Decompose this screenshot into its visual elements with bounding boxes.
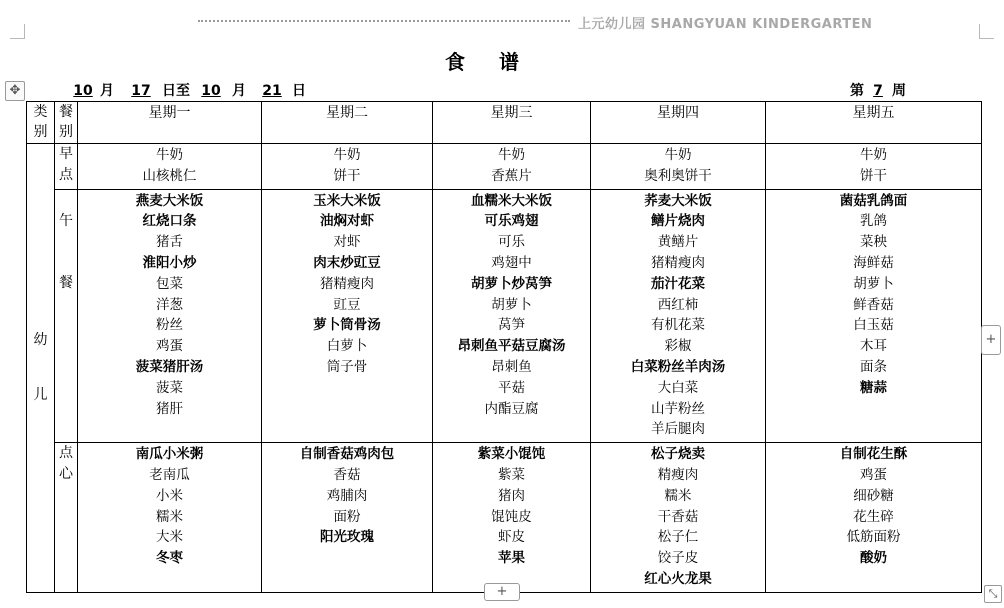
dish-name: 白菜粉丝羊肉汤 [630, 358, 726, 375]
category-header-1: 类 [33, 104, 48, 120]
menu-cell[interactable] [433, 189, 591, 443]
day-header-fri[interactable]: 星期五 [766, 102, 982, 144]
page-corner-mark-left [10, 24, 25, 39]
ingredient: 糯米 [664, 487, 692, 504]
header-dotted-rule [198, 20, 570, 22]
menu-cell[interactable] [433, 144, 591, 190]
to-label: 日至 [162, 83, 190, 99]
header-row [27, 102, 982, 144]
category-cell[interactable] [27, 144, 55, 593]
day-header-wed[interactable]: 星期三 [433, 102, 591, 144]
ingredient: 平菇 [498, 379, 525, 396]
ingredient: 面粉 [333, 508, 361, 525]
meal-char-1: 午 [59, 212, 73, 229]
dish-name: 血糯米大米饭 [471, 192, 552, 209]
menu-cell[interactable] [766, 189, 982, 443]
ingredient: 鸡翅中 [491, 254, 532, 271]
meal-header-1: 餐 [59, 104, 73, 120]
category-header-2: 别 [33, 124, 48, 140]
table-resize-icon[interactable]: ⤡ [984, 585, 1002, 603]
end-month: 10 [201, 83, 221, 99]
ingredient: 胡萝卜 [853, 275, 894, 292]
ingredient: 精瘦肉 [657, 466, 699, 483]
category-header[interactable] [27, 102, 55, 144]
table-move-handle-icon[interactable]: ✥ [5, 81, 25, 101]
ingredient: 糯米 [156, 508, 183, 525]
ingredient: 松子仁 [657, 529, 699, 546]
menu-cell[interactable] [262, 144, 433, 190]
ingredient: 牛奶 [664, 147, 692, 163]
menu-cell[interactable] [766, 443, 982, 593]
ingredient: 彩椒 [664, 338, 692, 355]
day-label-end: 日 [292, 83, 306, 99]
ingredient: 有机花菜 [651, 317, 705, 334]
dish-name: 酸奶 [860, 550, 887, 567]
ingredient: 低筋面粉 [846, 529, 901, 546]
ingredient: 面条 [860, 358, 887, 375]
ingredient: 羊后腿肉 [651, 421, 705, 438]
start-day: 17 [131, 83, 151, 99]
meal-char-1: 点 [59, 445, 73, 462]
meal-char-2: 点 [59, 167, 73, 183]
day-header-mon[interactable]: 星期一 [78, 102, 262, 144]
snack-row [27, 443, 982, 593]
dish-name: 淮阳小炒 [142, 254, 197, 271]
menu-cell[interactable] [262, 443, 433, 593]
dish-name: 茄汁花菜 [651, 275, 705, 292]
ingredient: 牛奶 [333, 147, 361, 163]
ingredient: 豇豆 [333, 296, 361, 313]
meal-cell-snack[interactable] [55, 443, 78, 593]
ingredient: 菜秧 [860, 234, 887, 251]
ingredient: 乳鸽 [860, 213, 887, 230]
ingredient: 牛奶 [860, 147, 887, 163]
ingredient: 西红柿 [657, 296, 699, 313]
add-column-icon[interactable]: + [981, 325, 1001, 355]
ingredient: 饺子皮 [657, 550, 699, 567]
day-header-tue[interactable]: 星期二 [262, 102, 433, 144]
dish-name: 昂刺鱼平菇豆腐汤 [457, 338, 566, 355]
ingredient: 可乐 [498, 234, 525, 251]
meal-cell-lunch[interactable] [55, 189, 78, 443]
ingredient: 香蕉片 [491, 167, 532, 184]
month-label-end: 月 [232, 83, 246, 99]
dish-name: 油焖对虾 [320, 213, 374, 230]
meal-header-2: 别 [59, 124, 73, 140]
menu-cell[interactable] [591, 144, 766, 190]
ingredient: 内酯豆腐 [484, 400, 539, 417]
ingredient: 猪精瘦肉 [651, 254, 705, 271]
ingredient: 海鲜菇 [853, 254, 894, 271]
meal-header[interactable] [55, 102, 78, 144]
ingredient: 鸡蛋 [860, 466, 887, 483]
dish-name: 红心火龙果 [644, 570, 712, 587]
dish-name: 胡萝卜炒莴笋 [471, 275, 552, 292]
dish-name: 可乐鸡翅 [484, 213, 539, 230]
ingredient: 筒子骨 [326, 358, 368, 375]
menu-cell[interactable] [78, 144, 262, 190]
ingredient: 香菇 [333, 466, 361, 483]
dish-name: 阳光玫瑰 [320, 529, 374, 546]
ingredient: 山核桃仁 [142, 167, 197, 184]
dish-name: 南瓜小米粥 [135, 446, 204, 463]
dish-name: 玉米大米饭 [313, 192, 381, 209]
dish-name: 萝卜筒骨汤 [313, 317, 381, 334]
dish-name: 鳝片烧肉 [651, 213, 705, 230]
category-char-2: 儿 [33, 386, 48, 403]
dish-name: 松子烧卖 [651, 446, 705, 463]
dish-name: 肉末炒豇豆 [313, 254, 381, 271]
ingredient: 洋葱 [156, 296, 183, 313]
dish-name: 冬枣 [156, 550, 183, 567]
ingredient: 小米 [156, 487, 183, 504]
ingredient: 老南瓜 [149, 466, 190, 483]
add-row-icon[interactable]: + [484, 583, 520, 601]
meal-char-1: 早 [59, 146, 73, 162]
menu-cell[interactable] [262, 189, 433, 443]
week-prefix: 第 [850, 83, 864, 99]
date-range [66, 80, 306, 100]
menu-cell[interactable] [591, 189, 766, 443]
ingredient: 虾皮 [498, 529, 525, 546]
ingredient: 大白菜 [657, 379, 699, 396]
ingredient: 鸡蛋 [156, 338, 183, 355]
ingredient: 粉丝 [156, 317, 183, 334]
ingredient: 紫菜 [498, 466, 525, 483]
ingredient: 大米 [156, 529, 183, 546]
ingredient: 莴笋 [498, 317, 525, 334]
start-month: 10 [73, 83, 93, 99]
menu-cell[interactable] [433, 443, 591, 593]
ingredient: 奥利奥饼干 [644, 167, 712, 184]
menu-cell[interactable] [78, 189, 262, 443]
page-corner-mark-right [979, 24, 994, 39]
ingredient: 菠菜 [156, 379, 183, 396]
dish-name: 糖蒜 [860, 379, 887, 396]
ingredient: 饼干 [860, 167, 887, 184]
ingredient: 牛奶 [156, 147, 183, 163]
day-header-thu[interactable]: 星期四 [591, 102, 766, 144]
ingredient: 白萝卜 [326, 338, 368, 355]
ingredient: 猪肉 [498, 487, 525, 504]
dish-name: 自制香菇鸡肉包 [299, 446, 395, 463]
ingredient: 对虾 [333, 234, 361, 251]
end-day: 21 [262, 83, 282, 99]
category-char-1: 幼 [33, 331, 48, 348]
dish-name: 荞麦大米饭 [644, 192, 712, 209]
meal-char-2: 餐 [59, 274, 73, 291]
ingredient: 木耳 [860, 338, 887, 355]
dish-name: 紫菜小馄饨 [477, 446, 546, 463]
ingredient: 细砂糖 [853, 487, 894, 504]
breakfast-row [27, 144, 982, 190]
dish-name: 菠菜猪肝汤 [135, 358, 204, 375]
ingredient: 馄饨皮 [491, 508, 532, 525]
ingredient: 包菜 [156, 275, 183, 292]
ingredient: 黄鳝片 [657, 234, 699, 251]
meal-char-2: 心 [59, 466, 73, 483]
week-indicator [850, 80, 906, 100]
ingredient: 花生碎 [853, 508, 894, 525]
menu-table [26, 101, 982, 593]
ingredient: 胡萝卜 [491, 296, 532, 313]
dish-name: 菌菇乳鸽面 [839, 192, 908, 209]
ingredient: 山芋粉丝 [651, 400, 705, 417]
ingredient: 鸡脯肉 [326, 487, 368, 504]
ingredient: 饼干 [333, 167, 361, 184]
menu-cell[interactable] [766, 144, 982, 190]
week-suffix: 周 [892, 83, 906, 99]
ingredient: 白玉菇 [853, 317, 894, 334]
menu-cell[interactable] [78, 443, 262, 593]
ingredient: 猪舌 [156, 234, 183, 251]
week-number: 7 [873, 83, 883, 99]
ingredient: 鲜香菇 [853, 296, 894, 313]
ingredient: 昂刺鱼 [491, 358, 532, 375]
header-brand: 上元幼儿园 SHANGYUAN KINDERGARTEN [578, 17, 873, 32]
ingredient: 牛奶 [498, 147, 525, 163]
page-title: 食谱 [445, 50, 553, 74]
lunch-row [27, 189, 982, 443]
dish-name: 红烧口条 [142, 213, 197, 230]
dish-name: 苹果 [498, 550, 525, 567]
ingredient: 猪肝 [156, 400, 183, 417]
menu-cell[interactable] [591, 443, 766, 593]
month-label-start: 月 [100, 83, 114, 99]
ingredient: 干香菇 [657, 508, 699, 525]
dish-name: 自制花生酥 [839, 446, 908, 463]
dish-name: 燕麦大米饭 [135, 192, 204, 209]
ingredient: 猪精瘦肉 [320, 275, 374, 292]
meal-cell-breakfast[interactable] [55, 144, 78, 190]
